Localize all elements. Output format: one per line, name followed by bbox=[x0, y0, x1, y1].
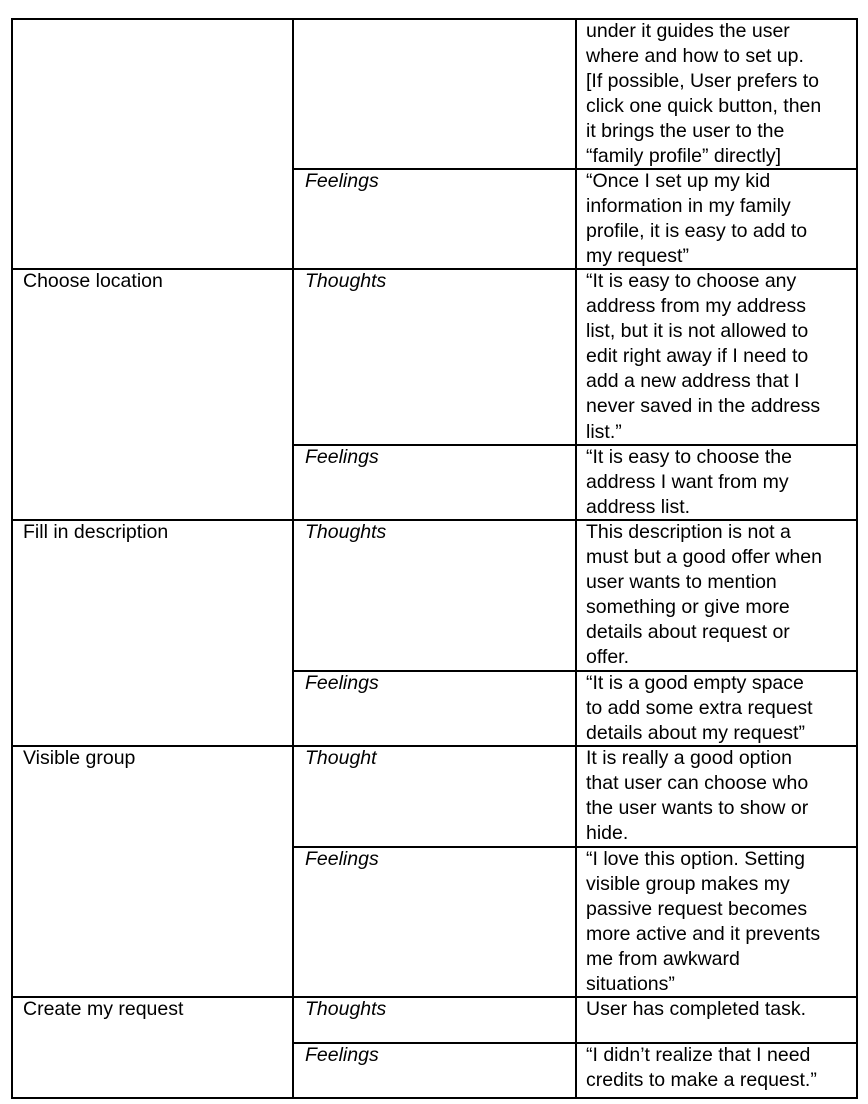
detail-cell: “It is easy to choose the address I want from my address list. bbox=[586, 446, 792, 519]
detail-cell: “It is easy to choose any address from my address list, but it is not allowed to edit right away if I need to add a new address that I never saved in the address list.” bbox=[586, 270, 821, 443]
step-cell: Fill in description bbox=[23, 521, 169, 543]
aspect-cell: Feelings bbox=[305, 1044, 379, 1066]
aspect-cell: Feelings bbox=[305, 446, 379, 468]
aspect-cell: Thoughts bbox=[305, 998, 387, 1020]
col1-left-border bbox=[11, 18, 13, 1099]
aspect-cell: Thought bbox=[305, 747, 377, 769]
step-cell: Visible group bbox=[23, 747, 136, 769]
aspect-cell: Feelings bbox=[305, 672, 379, 694]
aspect-cell: Feelings bbox=[305, 170, 379, 192]
aspect-cell: Thoughts bbox=[305, 270, 387, 292]
detail-cell: This description is not a must but a good offer when user wants to mention something or give more details about request or offer. bbox=[586, 521, 822, 669]
detail-cell: under it guides the user where and how to set up. [If possible, User prefers to click one quick button, then it brings the user to the “family profile” directly] bbox=[586, 20, 822, 168]
table-right-border bbox=[856, 18, 858, 1099]
detail-cell: User has completed task. bbox=[586, 998, 807, 1020]
detail-cell: “It is a good empty space to add some extra request details about my request” bbox=[586, 672, 813, 745]
detail-cell: “I didn’t realize that I need credits to make a request.” bbox=[586, 1044, 817, 1092]
col3-left-border bbox=[575, 18, 577, 1099]
step-cell: Choose location bbox=[23, 270, 163, 292]
col2-left-border bbox=[292, 18, 294, 1099]
aspect-cell: Thoughts bbox=[305, 521, 387, 543]
detail-cell: “Once I set up my kid information in my family profile, it is easy to add to my request” bbox=[586, 170, 808, 268]
step-cell: Create my request bbox=[23, 998, 184, 1020]
table-bottom-border bbox=[11, 1097, 858, 1099]
detail-cell: It is really a good option that user can choose who the user wants to show or hide. bbox=[586, 747, 809, 845]
detail-cell: “I love this option. Setting visible group makes my passive request becomes more active and it prevents me from awkward situations” bbox=[586, 848, 821, 996]
aspect-cell: Feelings bbox=[305, 848, 379, 870]
